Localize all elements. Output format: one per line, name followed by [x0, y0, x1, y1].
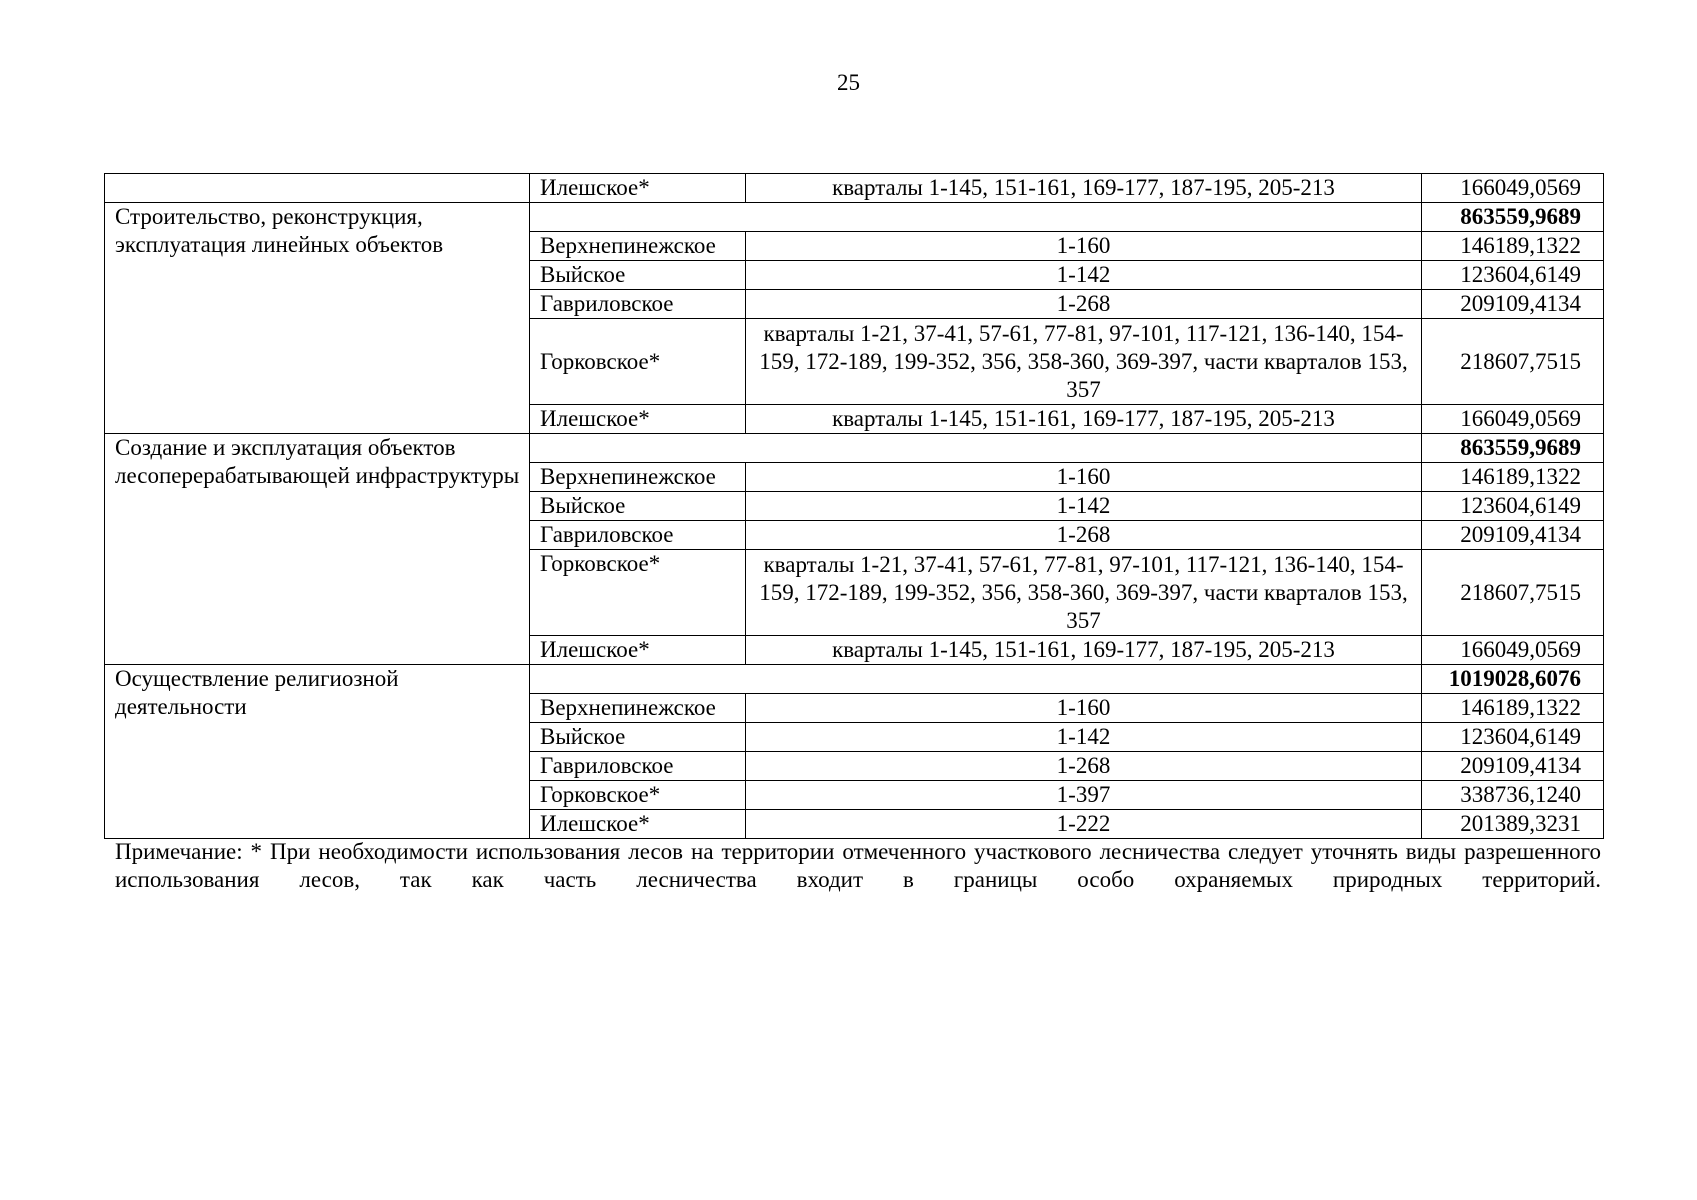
quarters-range: кварталы 1-145, 151-161, 169-177, 187-195, 205-213: [746, 174, 1422, 203]
quarters-range: 1-160: [746, 232, 1422, 261]
forestry-name: Гавриловское: [530, 290, 746, 319]
area-value: 146189,1322: [1422, 694, 1604, 723]
table-row: [105, 203, 1604, 232]
area-value: 209109,4134: [1422, 290, 1604, 319]
area-value: 201389,3231: [1422, 810, 1604, 839]
quarters-range: 1-268: [746, 752, 1422, 781]
quarters-range: 1-222: [746, 810, 1422, 839]
area-value: 123604,6149: [1422, 261, 1604, 290]
footnote: Примечание: * При необходимости использования лесов на территории отмеченного участкового лесничества следует уточнять виды разрешенного использования лесов, так как часть лесничества входит в границы особо охраняемых природных территорий.: [115, 839, 1601, 892]
total-spacer: [530, 665, 1422, 694]
forestry-name: Горковское*: [530, 781, 746, 810]
forestry-name: Горковское*: [530, 550, 746, 636]
quarters-range: 1-142: [746, 492, 1422, 521]
forestry-name: Илешское*: [530, 636, 746, 665]
area-value: 218607,7515: [1422, 319, 1604, 405]
quarters-range: кварталы 1-145, 151-161, 169-177, 187-195, 205-213: [746, 636, 1422, 665]
forestry-name: Гавриловское: [530, 752, 746, 781]
area-value: 123604,6149: [1422, 492, 1604, 521]
area-value: 123604,6149: [1422, 723, 1604, 752]
page-number: 25: [837, 70, 860, 95]
table-row: [105, 174, 1604, 203]
group-total-area: 863559,9689: [1422, 203, 1604, 232]
group-total-area: 1019028,6076: [1422, 665, 1604, 694]
forestry-name: Илешское*: [530, 810, 746, 839]
quarters-range: кварталы 1-145, 151-161, 169-177, 187-195, 205-213: [746, 405, 1422, 434]
total-spacer: [530, 203, 1422, 232]
quarters-range: 1-397: [746, 781, 1422, 810]
forestry-name: Илешское*: [530, 174, 746, 203]
area-value: 209109,4134: [1422, 752, 1604, 781]
purpose-cell: Осуществление религиозной деятельности: [105, 665, 530, 839]
forestry-name: Выйское: [530, 492, 746, 521]
quarters-range: 1-142: [746, 723, 1422, 752]
purpose-cell: Создание и эксплуатация объектов лесоперерабатывающей инфраструктуры: [105, 434, 530, 665]
area-value: 209109,4134: [1422, 521, 1604, 550]
purpose-cell: Строительство, реконструкция, эксплуатация линейных объектов: [105, 203, 530, 434]
forestry-name: Горковское*: [530, 319, 746, 405]
area-value: 146189,1322: [1422, 232, 1604, 261]
forestry-name: Выйское: [530, 261, 746, 290]
forestry-name: Выйское: [530, 723, 746, 752]
forestry-name: Верхнепинежское: [530, 232, 746, 261]
forestry-name: Верхнепинежское: [530, 463, 746, 492]
forestry-name: Илешское*: [530, 405, 746, 434]
quarters-range: 1-160: [746, 463, 1422, 492]
area-value: 166049,0569: [1422, 174, 1604, 203]
table-row: [105, 434, 1604, 463]
forestry-name: Верхнепинежское: [530, 694, 746, 723]
area-value: 146189,1322: [1422, 463, 1604, 492]
quarters-range: 1-142: [746, 261, 1422, 290]
table-row: [105, 665, 1604, 694]
group-total-area: 863559,9689: [1422, 434, 1604, 463]
quarters-range: кварталы 1-21, 37-41, 57-61, 77-81, 97-101, 117-121, 136-140, 154-159, 172-189, 199-352, 356, 358-360, 369-397, части кварталов 153, 357: [746, 550, 1422, 636]
area-value: 166049,0569: [1422, 405, 1604, 434]
quarters-range: кварталы 1-21, 37-41, 57-61, 77-81, 97-101, 117-121, 136-140, 154-159, 172-189, 199-352, 356, 358-360, 369-397, части кварталов 153, 357: [746, 319, 1422, 405]
quarters-range: 1-160: [746, 694, 1422, 723]
area-value: 338736,1240: [1422, 781, 1604, 810]
forestry-name: Гавриловское: [530, 521, 746, 550]
purpose-cell-empty: [105, 174, 530, 203]
quarters-range: 1-268: [746, 521, 1422, 550]
total-spacer: [530, 434, 1422, 463]
area-value: 218607,7515: [1422, 550, 1604, 636]
forest-use-table: [104, 173, 1604, 839]
quarters-range: 1-268: [746, 290, 1422, 319]
area-value: 166049,0569: [1422, 636, 1604, 665]
